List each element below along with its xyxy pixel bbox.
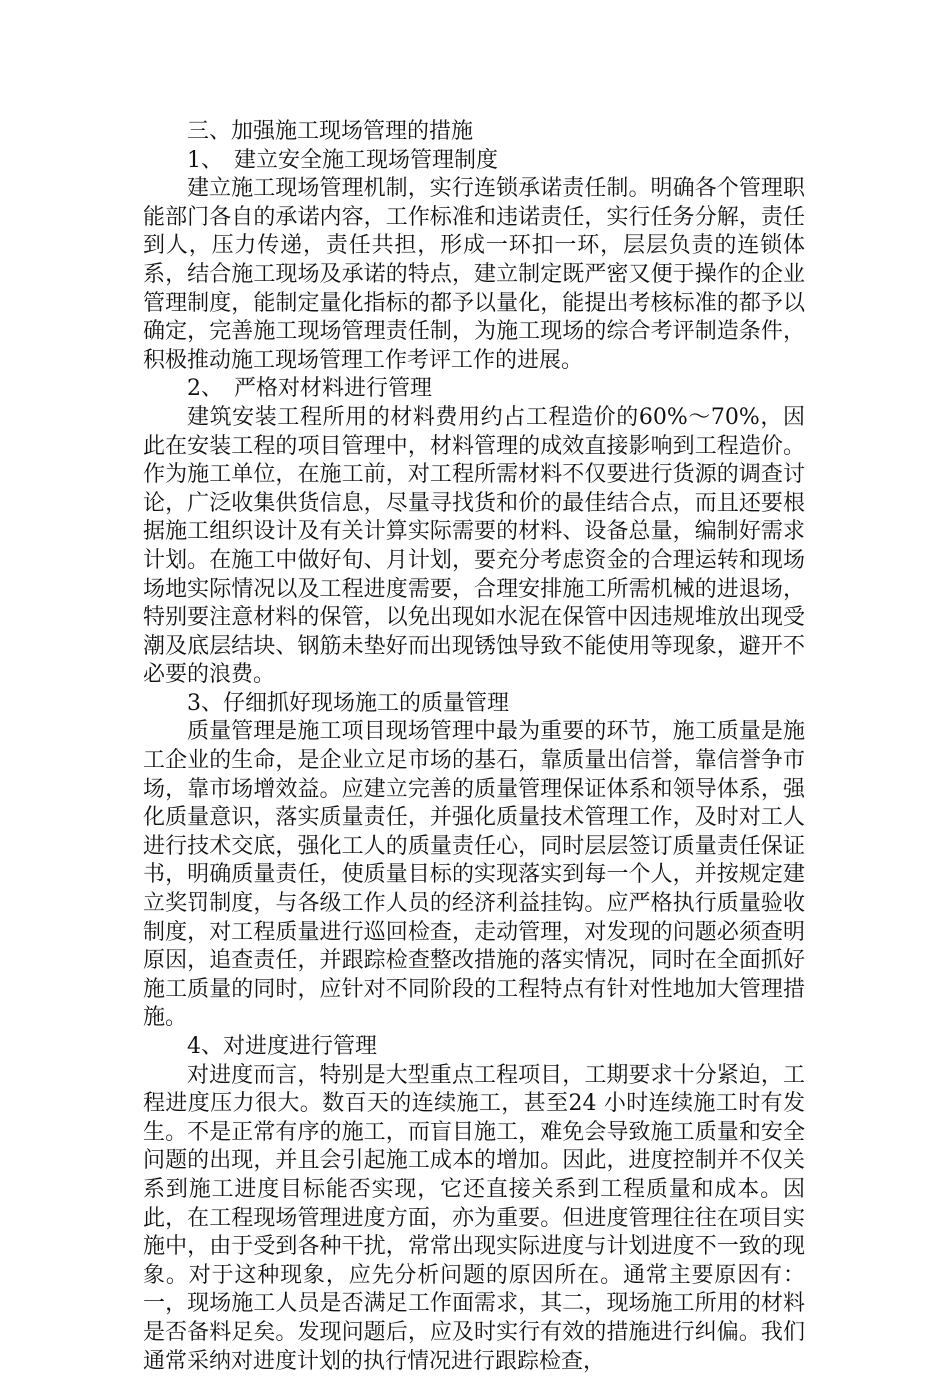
subsection-heading-3: 3、仔细抓好现场施工的质量管理 (187, 690, 509, 716)
document-page (143, 118, 805, 1376)
paragraph-1: 建立施工现场管理机制，实行连锁承诺责任制。明确各个管理职能部门各自的承诺内容，工作标准和违诺责任，实行任务分解，责任到人，压力传递，责任共担，形成一环扣一环，层层负责的连锁体系，结合施工现场及承诺的特点，建立制定既严密又便于操作的企业管理制度，能制定量化指标的都予以量化，能提出考核标准的都予以确定，完善施工现场管理责任制，为施工现场的综合考评制造条件，积极推动施工现场管理工作考评工作的进展。 (143, 176, 805, 373)
section-title: 三、加强施工现场管理的措施 (187, 119, 474, 144)
subsection-heading-2: 2、 严格对材料进行管理 (187, 376, 432, 402)
subsection-heading-1: 1、 建立安全施工现场管理制度 (187, 147, 498, 173)
paragraph-4: 对进度而言，特别是大型重点工程项目，工期要求十分紧迫，工程进度压力很大。数百天的连续施工，甚至24 小时连续施工时有发生。不是正常有序的施工，而盲目施工，难免会导致施工质量和安全问题的出现，并且会引起施工成本的增加。因此，进度控制并不仅关系到施工进度目标能否实现，它还直接关系到工程质量和成本。因此，在工程现场管理进度方面，亦为重要。但进度管理往往在项目实施中，由于受到各种干扰，常常出现实际进度与计划进度不一致的现象。对于这种现象，应先分析问题的原因所在。通常主要原因有：一，现场施工人员是否满足工作面需求，其二，现场施工所用的材料是否备料足矣。发现问题后，应及时实行有效的措施进行纠偏。我们通常采纳对进度计划的执行情况进行跟踪检查， (143, 1062, 805, 1374)
paragraph-2: 建筑安装工程所用的材料费用约占工程造价的60%～70%，因此在安装工程的项目管理中，材料管理的成效直接影响到工程造价。作为施工单位，在施工前，对工程所需材料不仅要进行货源的调查讨论，广泛收集供货信息，尽量寻找货和价的最佳结合点，而且还要根据施工组织设计及有关计算实际需要的材料、设备总量，编制好需求计划。在施工中做好旬、月计划，要充分考虑资金的合理运转和现场场地实际情况以及工程进度需要，合理安排施工所需机械的进退场，特别要注意材料的保管，以免出现如水泥在保管中因违规堆放出现受潮及底层结块、钢筋未垫好而出现锈蚀导致不能使用等现象，避开不必要的浪费。 (143, 404, 805, 688)
subsection-heading-4: 4、对进度进行管理 (187, 1034, 377, 1059)
paragraph-3: 质量管理是施工项目现场管理中最为重要的环节，施工质量是施工企业的生命，是企业立足市场的基石，靠质量出信誉，靠信誉争市场，靠市场增效益。应建立完善的质量管理保证体系和领导体系，强化质量意识，落实质量责任，并强化质量技术管理工作，及时对工人进行技术交底，强化工人的质量责任心，同时层层签订质量责任保证书，明确质量责任，使质量目标的实现落实到每一个人，并按规定建立奖罚制度，与各级工作人员的经济利益挂钩。应严格执行质量验收制度，对工程质量进行巡回检查，走动管理，对发现的问题必须查明原因，追查责任，并跟踪检查整改措施的落实情况，同时在全面抓好施工质量的同时，应针对不同阶段的工程特点有针对性地加大管理措施。 (143, 719, 805, 1031)
